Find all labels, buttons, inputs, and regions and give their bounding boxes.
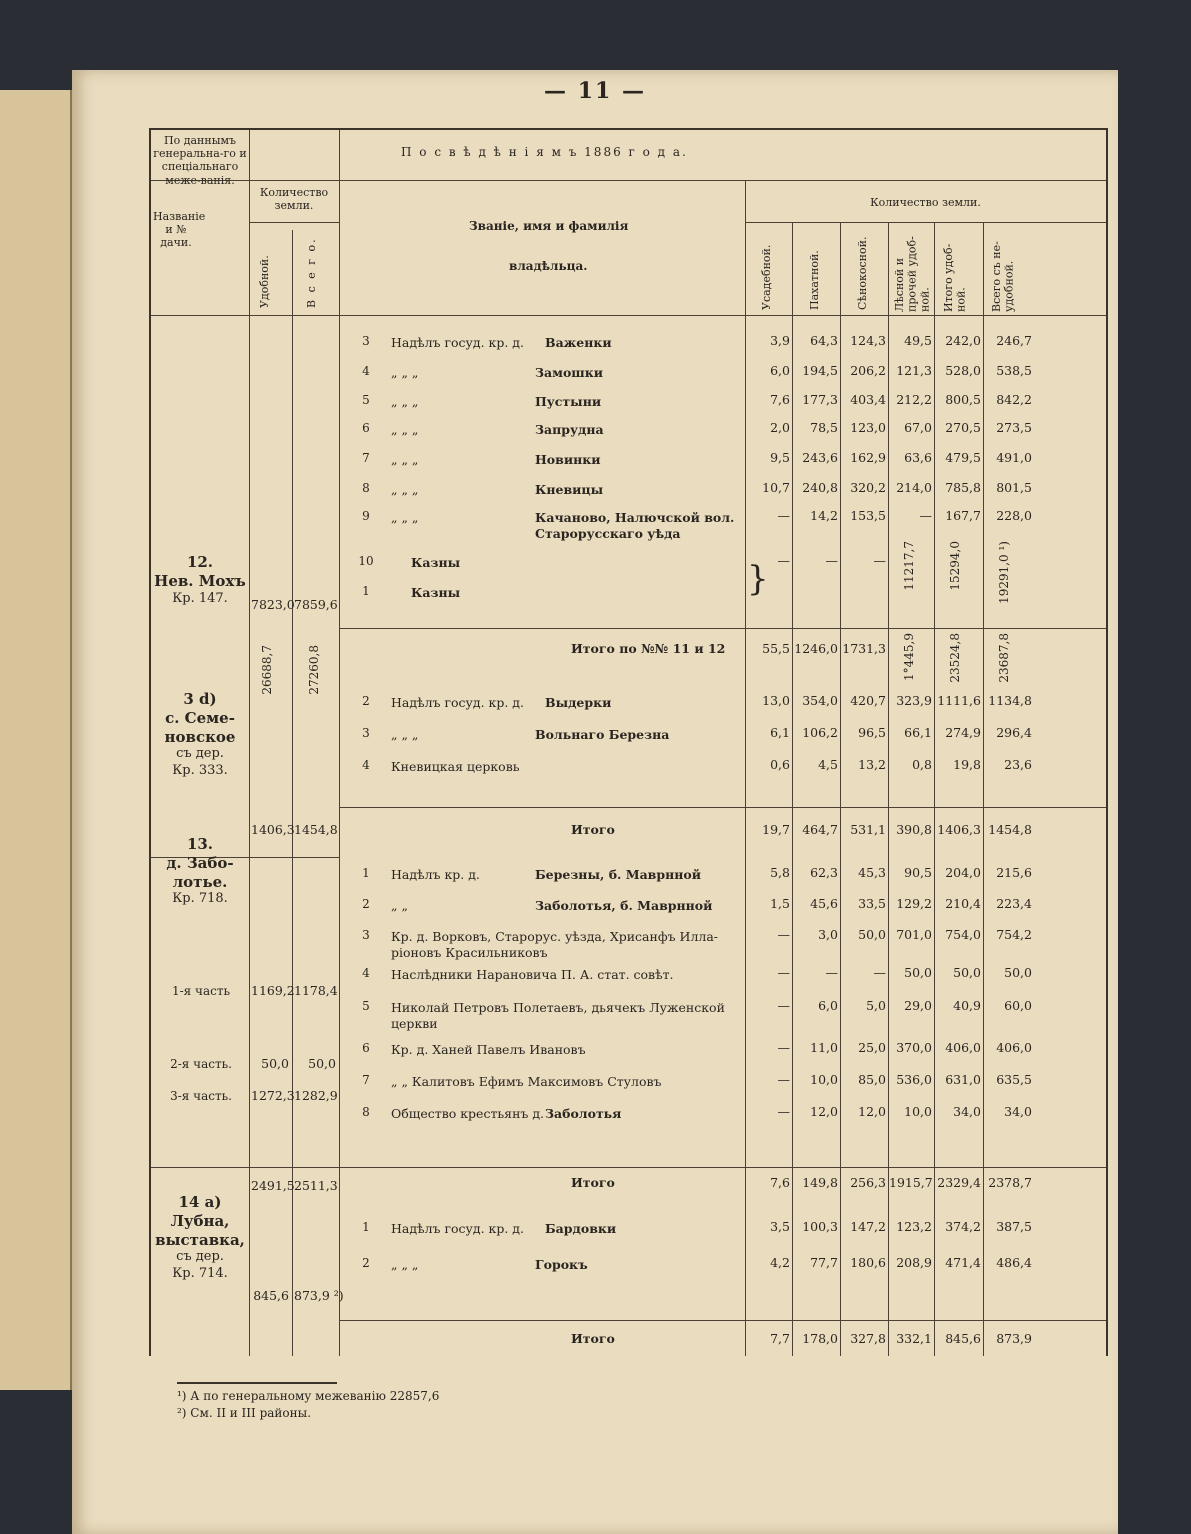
cell-value: 60,0 [1004, 998, 1032, 1013]
place-name: Запрудна [535, 422, 604, 437]
bracket-mark: } [747, 559, 769, 599]
owner-name: Общество крестьянъ д. [391, 1106, 544, 1121]
row-number: 4 [362, 364, 370, 378]
owner-name: Надѣлъ госуд. кр. д. [391, 1221, 524, 1236]
row-number: 1 [362, 1220, 370, 1234]
cell-value: 3,0 [818, 927, 838, 942]
part-label: 1-я часть [171, 984, 231, 998]
place-name: Заболотья [545, 1106, 622, 1121]
cell-value: 180,6 [850, 1255, 886, 1270]
qty-land-left-header: Количество земли. [259, 186, 329, 213]
cell-value: 15294,0 [948, 541, 962, 591]
row-number: 2 [362, 897, 370, 911]
place-name: Горокъ [535, 1257, 588, 1272]
cell-value: 486,4 [996, 1255, 1032, 1270]
cell-value: 214,0 [896, 480, 932, 495]
cell-value: 6,0 [770, 363, 790, 378]
data-table [149, 128, 1108, 1356]
cell-value: 49,5 [904, 333, 932, 348]
cell-value: 1134,8 [988, 693, 1032, 708]
footnotes [177, 1388, 439, 1423]
cell-value: 471,4 [945, 1255, 981, 1270]
total-value: 23524,8 [948, 633, 962, 683]
total-value: 1406,3 [937, 822, 981, 837]
cell-value: 121,3 [896, 363, 932, 378]
cell-value: 536,0 [896, 1072, 932, 1087]
total-udob: 1406,3 [251, 822, 295, 837]
cell-value: 13,0 [762, 693, 790, 708]
total-value: 178,0 [802, 1331, 838, 1346]
cell-value: 106,2 [802, 725, 838, 740]
cell-value: 40,9 [953, 998, 981, 1013]
total-value: 7,6 [770, 1175, 790, 1190]
row-number: 4 [362, 758, 370, 772]
cell-value: 90,5 [904, 865, 932, 880]
cell-value: 10,7 [762, 480, 790, 495]
cell-value: — [777, 553, 790, 568]
owner-name: „ „ „ [391, 1257, 419, 1272]
cell-value: 124,3 [850, 333, 886, 348]
cell-value: — [825, 965, 838, 980]
cell-value: 374,2 [945, 1219, 981, 1234]
cell-value: 45,3 [858, 865, 886, 880]
cell-value: 123,2 [896, 1219, 932, 1234]
row-number: 9 [362, 509, 370, 523]
cell-value: 491,0 [996, 450, 1032, 465]
total-vsego: 2511,3 [294, 1178, 338, 1193]
cell-value: 10,0 [810, 1072, 838, 1087]
cell-value: 63,6 [904, 450, 932, 465]
total-value: 55,5 [762, 641, 790, 656]
row-number: 1 [362, 866, 370, 880]
udob-value: 7823,0 [251, 597, 295, 612]
cell-value: 34,0 [1004, 1104, 1032, 1119]
owner-name: Кр. д. Ворковъ, Старорус. уѣзда, Хрисанфъ Илла-ріоновъ Красильниковъ [391, 929, 719, 960]
cell-value: 96,5 [858, 725, 886, 740]
place-name: Казны [411, 585, 461, 600]
dacha-label: 14 а) Лубна, выставка, съ дер. Кр. 714. [155, 1193, 245, 1281]
cell-value: — [777, 965, 790, 980]
cell-value: 701,0 [896, 927, 932, 942]
cell-value: 323,9 [896, 693, 932, 708]
col-senokosnoy: Сѣнокосной. [856, 236, 869, 310]
cell-value: 1111,6 [937, 693, 981, 708]
left-page-edge [0, 90, 72, 1390]
cell-value: 228,0 [996, 508, 1032, 523]
cell-value: 204,0 [945, 865, 981, 880]
total-value: 7,7 [770, 1331, 790, 1346]
place-name: Заболотья, б. Маврнной [535, 898, 713, 913]
cell-value: — [873, 553, 886, 568]
cell-value: 64,3 [810, 333, 838, 348]
place-name: Качаново, Налючской вол. Старорусскаго уѣда [535, 510, 735, 541]
row-number: 6 [362, 1041, 370, 1055]
cell-value: 66,1 [904, 725, 932, 740]
total-value: 149,8 [802, 1175, 838, 1190]
cell-value: 177,3 [802, 392, 838, 407]
cell-value: 12,0 [858, 1104, 886, 1119]
cell-value: 14,2 [810, 508, 838, 523]
row-number: 3 [362, 928, 370, 942]
cell-value: 296,4 [996, 725, 1032, 740]
cell-value: 240,8 [802, 480, 838, 495]
cell-value: 210,4 [945, 896, 981, 911]
col-usadebnoy: Усадебной. [760, 244, 773, 310]
total-udob: 26688,7 [260, 645, 274, 695]
dacha-label: 13. д. Забо-лотье. Кр. 718. [166, 835, 234, 907]
cell-value: 242,0 [945, 333, 981, 348]
cell-value: 4,5 [818, 757, 838, 772]
cell-value: — [825, 553, 838, 568]
cell-value: 25,0 [858, 1040, 886, 1055]
cell-value: 5,0 [866, 998, 886, 1013]
document-page [72, 70, 1118, 1534]
cell-value: 3,9 [770, 333, 790, 348]
row-number: 3 [362, 726, 370, 740]
row-number: 5 [362, 999, 370, 1013]
cell-value: 62,3 [810, 865, 838, 880]
owner-name: „ „ „ [391, 452, 419, 467]
cell-value: 153,5 [850, 508, 886, 523]
place-name: Бардовки [545, 1221, 617, 1236]
total-label: Итого [571, 1175, 615, 1190]
cell-value: 50,0 [1004, 965, 1032, 980]
vsego-left-header: В с е г о. [305, 237, 318, 308]
cell-value: 420,7 [850, 693, 886, 708]
vsego-value: 873,9 ²) [294, 1288, 344, 1303]
place-name: Березны, б. Маврнной [535, 867, 701, 882]
cell-value: — [777, 927, 790, 942]
cell-value: 215,6 [996, 865, 1032, 880]
owner-name: „ „ Калитовъ Ефимъ Максимовъ Стуловъ [391, 1074, 662, 1089]
dacha-label: 3 d) с. Семе-новское съ дер. Кр. 333. [164, 690, 236, 778]
cell-value: 12,0 [810, 1104, 838, 1119]
total-value: 1°445,9 [902, 633, 916, 681]
row-number: 1 [362, 584, 370, 598]
row-number: 10 [358, 554, 374, 568]
owner-name: „ „ „ [391, 482, 419, 497]
total-value: 2378,7 [988, 1175, 1032, 1190]
cell-value: 50,0 [953, 965, 981, 980]
row-number: 8 [362, 1105, 370, 1119]
cell-value: 50,0 [904, 965, 932, 980]
cell-value: 223,4 [996, 896, 1032, 911]
cell-value: — [777, 1040, 790, 1055]
cell-value: 19291,0 ¹) [997, 541, 1011, 604]
cell-value: 0,8 [912, 757, 932, 772]
total-value: 332,1 [896, 1331, 932, 1346]
total-value: 19,7 [762, 822, 790, 837]
row-number: 5 [362, 393, 370, 407]
udob-left-header: Удобной. [258, 255, 271, 308]
place-name: Новинки [535, 452, 601, 467]
udob-value: 845,6 [253, 1288, 289, 1303]
owner-name: Надѣлъ госуд. кр. д. [391, 335, 524, 350]
cell-value: 5,8 [770, 865, 790, 880]
owner-name: Николай Петровъ Полетаевъ, дьячекъ Луженской церкви [391, 1000, 725, 1031]
cell-value: 754,2 [996, 927, 1032, 942]
cell-value: 11217,7 [902, 541, 916, 591]
owner-name: Наслѣдники Нарановича П. А. стат. совѣт. [391, 967, 674, 982]
vsego-value: 7859,6 [294, 597, 338, 612]
row-number: 7 [362, 1073, 370, 1087]
part-label: 2-я часть. [170, 1057, 232, 1071]
cell-value: 10,0 [904, 1104, 932, 1119]
part-vsego: 50,0 [308, 1056, 336, 1071]
cell-value: 270,5 [945, 420, 981, 435]
total-value: 845,6 [945, 1331, 981, 1346]
cell-value: 354,0 [802, 693, 838, 708]
cell-value: 50,0 [858, 927, 886, 942]
cell-value: 406,0 [996, 1040, 1032, 1055]
dacha-label: 12. Нев. Мохъ Кр. 147. [154, 553, 246, 606]
cell-value: 320,2 [850, 480, 886, 495]
cell-value: — [777, 998, 790, 1013]
cell-value: 800,5 [945, 392, 981, 407]
qty-land-right-header: Количество земли. [870, 196, 981, 209]
cell-value: 6,0 [818, 998, 838, 1013]
total-label: Итого [571, 1331, 615, 1346]
part-udob: 1272,3 [251, 1088, 295, 1103]
cell-value: 273,5 [996, 420, 1032, 435]
owner-name: „ „ „ [391, 510, 419, 525]
owner-name: „ „ „ [391, 422, 419, 437]
cell-value: 9,5 [770, 450, 790, 465]
dacha-name-header: Названіе и № дачи. [153, 210, 206, 250]
cell-value: 387,5 [996, 1219, 1032, 1234]
total-value: 1246,0 [794, 641, 838, 656]
cell-value: 246,7 [996, 333, 1032, 348]
total-value: 2329,4 [937, 1175, 981, 1190]
footnote-2: ²) См. II и III районы. [177, 1406, 312, 1421]
cell-value: 2,0 [770, 420, 790, 435]
owner-name: „ „ „ [391, 394, 419, 409]
place-name: Выдерки [545, 695, 612, 710]
cell-value: 274,9 [945, 725, 981, 740]
cell-value: 13,2 [858, 757, 886, 772]
footnote-1: ¹) А по генеральному межеванію 22857,6 [177, 1389, 440, 1403]
cell-value: 635,5 [996, 1072, 1032, 1087]
total-value: 464,7 [802, 822, 838, 837]
owner-header: Званіе, имя и фамилія [469, 219, 629, 233]
cell-value: 208,9 [896, 1255, 932, 1270]
total-value: 531,1 [850, 822, 886, 837]
cell-value: 129,2 [896, 896, 932, 911]
owner-name: Кневицкая церковь [391, 759, 520, 774]
total-label: Итого [571, 822, 615, 837]
total-vsego: 1454,8 [294, 822, 338, 837]
place-name: Кневицы [535, 482, 604, 497]
cell-value: 33,5 [858, 896, 886, 911]
cell-value: 1,5 [770, 896, 790, 911]
place-name: Вольнаго Березна [535, 727, 670, 742]
cell-value: 406,0 [945, 1040, 981, 1055]
cell-value: 167,7 [945, 508, 981, 523]
total-value: 390,8 [896, 822, 932, 837]
cell-value: — [873, 965, 886, 980]
total-value: 327,8 [850, 1331, 886, 1346]
owner-name: Надѣлъ госуд. кр. д. [391, 695, 524, 710]
cell-value: 243,6 [802, 450, 838, 465]
total-value: 256,3 [850, 1175, 886, 1190]
row-number: 8 [362, 481, 370, 495]
place-name: Пустыни [535, 394, 602, 409]
cell-value: 45,6 [810, 896, 838, 911]
owner-name: „ „ [391, 898, 408, 913]
part-vsego: 1282,9 [294, 1088, 338, 1103]
total-udob: 2491,5 [251, 1178, 295, 1193]
cell-value: 479,5 [945, 450, 981, 465]
owner-name: Надѣлъ кр. д. [391, 867, 480, 882]
cell-value: 19,8 [953, 757, 981, 772]
col-vsego-neudob: Всего съ не-удобной. [990, 241, 1016, 312]
cell-value: 162,9 [850, 450, 886, 465]
cell-value: 77,7 [810, 1255, 838, 1270]
owner-name: Кр. д. Ханей Павелъ Ивановъ [391, 1042, 586, 1057]
row-number: 3 [362, 334, 370, 348]
cell-value: 23,6 [1004, 757, 1032, 772]
cell-value: 206,2 [850, 363, 886, 378]
total-label: Итого по №№ 11 и 12 [571, 641, 726, 656]
row-number: 6 [362, 421, 370, 435]
row-number: 2 [362, 694, 370, 708]
cell-value: 842,2 [996, 392, 1032, 407]
cell-value: 78,5 [810, 420, 838, 435]
cell-value: 754,0 [945, 927, 981, 942]
owner-name: „ „ „ [391, 727, 419, 742]
cell-value: 7,6 [770, 392, 790, 407]
part-udob: 50,0 [261, 1056, 289, 1071]
part-label: 3-я часть. [170, 1089, 232, 1103]
row-number: 7 [362, 451, 370, 465]
cell-value: 194,5 [802, 363, 838, 378]
cell-value: 370,0 [896, 1040, 932, 1055]
owner-name: „ „ „ [391, 365, 419, 380]
total-value: 1731,3 [842, 641, 886, 656]
total-value: 873,9 [996, 1331, 1032, 1346]
row-number: 4 [362, 966, 370, 980]
place-name: Замошки [535, 365, 604, 380]
cell-value: 147,2 [850, 1219, 886, 1234]
cell-value: — [777, 1072, 790, 1087]
place-name: Важенки [545, 335, 612, 350]
survey-1886-header: П о с в ѣ д ѣ н і я м ъ 1886 г о д а. [401, 145, 688, 159]
cell-value: — [919, 508, 932, 523]
total-value: 1454,8 [988, 822, 1032, 837]
cell-value: 801,5 [996, 480, 1032, 495]
cell-value: 538,5 [996, 363, 1032, 378]
part-vsego: 1178,4 [294, 983, 338, 998]
cell-value: 403,4 [850, 392, 886, 407]
cell-value: 85,0 [858, 1072, 886, 1087]
page-number: — 11 — [544, 78, 646, 104]
total-value: 1915,7 [889, 1175, 933, 1190]
total-vsego: 27260,8 [307, 645, 321, 695]
cell-value: 212,2 [896, 392, 932, 407]
cell-value: 100,3 [802, 1219, 838, 1234]
part-udob: 1169,2 [251, 983, 295, 998]
survey-header: По даннымъ генеральна-го и спеціальнаго меже-ванія. [153, 134, 247, 187]
cell-value: 0,6 [770, 757, 790, 772]
cell-value: — [777, 1104, 790, 1119]
col-lesnoy: Лѣсной и прочей удоб-ной. [893, 236, 932, 312]
cell-value: 528,0 [945, 363, 981, 378]
cell-value: — [777, 508, 790, 523]
cell-value: 6,1 [770, 725, 790, 740]
owner-header-2: владѣльца. [509, 259, 588, 273]
cell-value: 123,0 [850, 420, 886, 435]
cell-value: 34,0 [953, 1104, 981, 1119]
footnote-rule [177, 1382, 337, 1384]
cell-value: 3,5 [770, 1219, 790, 1234]
cell-value: 631,0 [945, 1072, 981, 1087]
cell-value: 11,0 [810, 1040, 838, 1055]
cell-value: 29,0 [904, 998, 932, 1013]
cell-value: 4,2 [770, 1255, 790, 1270]
col-pakhatnoy: Пахатной. [808, 250, 821, 310]
cell-value: 67,0 [904, 420, 932, 435]
cell-value: 785,8 [945, 480, 981, 495]
row-number: 2 [362, 1256, 370, 1270]
place-name: Казны [411, 555, 461, 570]
total-value: 23687,8 [997, 633, 1011, 683]
col-itogo-udob: Итого удоб-ной. [942, 243, 968, 312]
